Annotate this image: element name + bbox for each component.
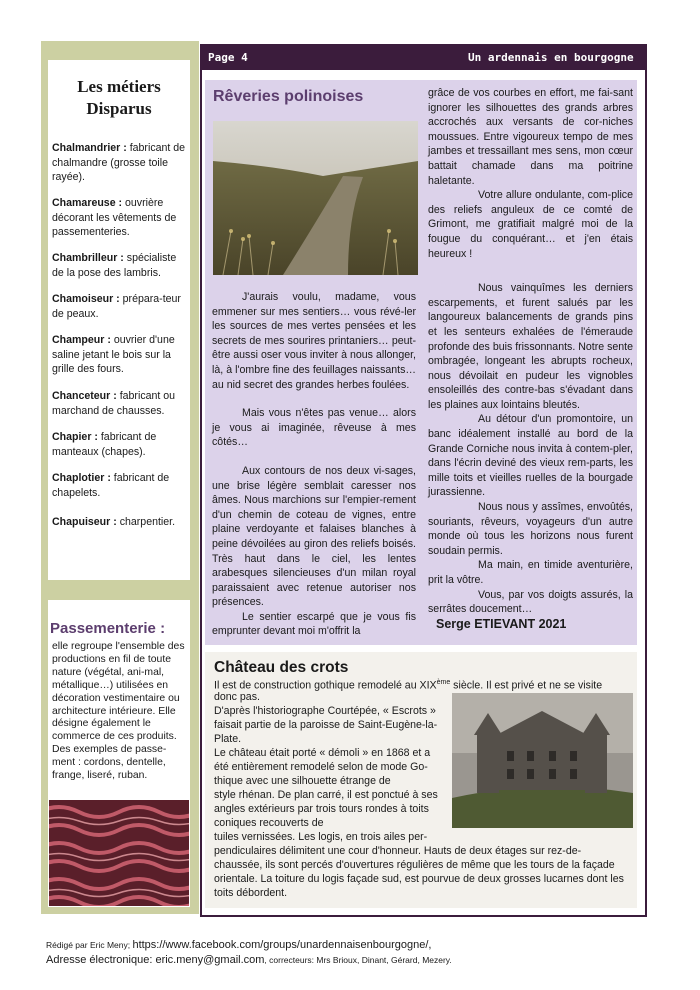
- metier-def: ouvrier d'une saline jetant le bois sur la grille des fours.: [52, 334, 175, 376]
- metier-def: ouvrière décorant les vêtements de passementeries.: [52, 197, 177, 239]
- paragraph: Mais vous n'êtes pas venue… alors je vous ai imaginée, rêveuse à mes côtés…: [212, 407, 416, 449]
- metiers-title: [48, 76, 190, 120]
- chateau-line: pendiculaires délimitent une cour d'honneur. Hauts de deux étages sur rez-de-: [214, 845, 582, 857]
- metier-item: [52, 333, 188, 377]
- chateau-line: angles extérieurs par trois tours rondes à toits: [214, 803, 429, 815]
- metier-def: prépara-teur de peaux.: [52, 293, 181, 320]
- paragraph: Nous nous y assîmes, envoûtés, souriants, rêveurs, voyageurs d'un autre monde où tous les horizons nous furent soudain permis.: [428, 501, 633, 557]
- paragraph: Le sentier escarpé que je vous fis emprunter devant moi m'offrit la: [212, 610, 416, 638]
- metier-term: Chaplotier :: [52, 472, 111, 484]
- metier-def: spécialiste de la pose des lambris.: [52, 252, 177, 279]
- metier-def: fabricant de chalmandre (grosse toile rayée).: [52, 142, 186, 184]
- metier-term: Chambrilleur :: [52, 252, 124, 264]
- metier-term: Chapier :: [52, 431, 98, 443]
- chateau-text: Il est de construction gothique remodelé au XIX: [214, 679, 437, 692]
- paragraph: Nous vainquîmes les derniers escarpements, et furent salués par les langoureux balancements de grands pins et les senteurs exhalées de l'émeraude profonde des buis frissonnants. Notre sente ombragée, longeant les abrupts rocheux, nous dévoilait en pudeur les vignobles ensoleillés des contre-bas s'évadant dans les plaines aux lointains bleutés.: [428, 282, 633, 411]
- paragraph: Votre allure ondulante, com-plice des reliefs anguleux de ce comté de Grimont, me gratifiait malgré moi de la fougue du conquérant… et j'en étais heureux !: [428, 189, 633, 260]
- chateau-line: thique avec une silhouette étrange de: [214, 775, 391, 787]
- chateau-text: siècle. Il est privé et ne se visite: [450, 679, 603, 692]
- superscript: ème: [436, 679, 451, 686]
- chateau-line: toits débordent.: [214, 887, 288, 899]
- metier-item: [52, 251, 188, 280]
- signature: Serge ETIEVANT 2021: [436, 617, 567, 631]
- footer: [46, 938, 686, 968]
- footer-correcteurs: , correcteurs: Mrs Brioux, Dinant, Gérard, Mezery.: [264, 955, 452, 965]
- chateau-line: [214, 676, 602, 693]
- chateau-line: D'après l'historiographe Courtépée, « Escrots »: [214, 705, 436, 717]
- metier-def: fabricant ou marchand de chausses.: [52, 390, 176, 417]
- path-photo: [213, 121, 418, 275]
- metier-term: Champeur :: [52, 334, 111, 346]
- paragraph: Au détour d'un promontoire, un banc idéalement installé au bord de la Grande Corniche nous invita à contem-pler, dans l'écrin deviné des vieux rem-parts, les mille toits et vieilles ruelles de la bourgade jurassienne.: [428, 413, 633, 499]
- metier-item: [52, 515, 188, 530]
- chateau-title: Château des crots: [214, 659, 349, 676]
- chateau-line: Le château était porté « démoli » en 1868 et a: [214, 747, 431, 759]
- metiers-title-line2: Disparus: [86, 99, 152, 118]
- metier-def: charpentier.: [116, 516, 176, 528]
- metier-term: Chalmandrier :: [52, 142, 127, 154]
- chateau-photo: [452, 693, 633, 828]
- paragraph: grâce de vos courbes en effort, me fai-sant ignorer les silhouettes des grands arbres accrochés aux versants de cor-niches moussues. Entre vigoureux tempo de mes jambes et tressaillant mes sens, mon cœur battait chamade dans ma poitrine haletante.: [428, 87, 633, 187]
- email-label: Adresse électronique:: [46, 954, 156, 966]
- metier-def: fabricant de chapelets.: [52, 472, 170, 499]
- metier-item: [52, 196, 188, 240]
- braid-image: [49, 800, 189, 906]
- paragraph: J'aurais voulu, madame, vous emmener sur mes sentiers… vous révé-ler les sources de mes vertes pensées et les secrets de mes sourires printaniers… peut-être aussi oser vous inviter à nous allonger, là, à l'ombre fine des feuillages naissants… au nid secret des grandes herbes foulées.: [212, 291, 416, 391]
- metier-def: fabricant de manteaux (chapes).: [52, 431, 157, 458]
- chateau-line: faisait partie de la paroisse de Saint-Eugène-la-: [214, 719, 438, 731]
- article-column-2: [428, 86, 633, 617]
- paragraph: Vous, par vos doigts assurés, la serrâtes doucement…: [428, 588, 633, 616]
- paragraph: Ma main, en timide aventurière, prit la vôtre.: [428, 559, 633, 586]
- chateau-line: coniques recouverts de: [214, 817, 324, 829]
- page-number: Page 4: [208, 51, 248, 64]
- publication-title: Un ardennais en bourgogne: [468, 51, 634, 64]
- chateau-line: donc pas.: [214, 691, 260, 703]
- metiers-title-line1: Les métiers: [77, 77, 161, 96]
- metier-term: Chamoiseur :: [52, 293, 120, 305]
- chateau-line: été entièrement remodelé selon de mode Go-: [214, 761, 428, 773]
- passementerie-text: elle regroupe l'ensemble des productions en fil de toute nature (végétal, ani-mal, métallique…) utilisées en décoration vestimentaire ou architecture intérieure. Elle désigne également le commerce de ces produits. Des exemples de passe-ment : cordons, dentelle, frange, liseré, ruban.: [52, 641, 185, 782]
- metier-term: Chanceteur :: [52, 390, 117, 402]
- chateau-line: Plate.: [214, 733, 242, 745]
- passementerie-title: Passementerie :: [50, 620, 166, 637]
- facebook-link[interactable]: https://www.facebook.com/groups/unardennaisenbourgogne/,: [132, 939, 432, 951]
- metier-item: [52, 471, 188, 500]
- metier-term: Chamareuse :: [52, 197, 123, 209]
- footer-author: Rédigé par Eric Meny;: [46, 940, 133, 950]
- chateau-line: style rhénan. De plan carré, il est ponctué à ses: [214, 789, 438, 801]
- metier-item: [52, 141, 188, 185]
- chateau-line: tuiles vernissées. Les logis, en trois ailes per-: [214, 831, 428, 843]
- email-link[interactable]: eric.meny@gmail.com: [155, 954, 265, 966]
- metier-term: Chapuiseur :: [52, 516, 117, 528]
- article-title: Rêveries polinoises: [213, 88, 364, 105]
- article-column-1: [212, 290, 416, 639]
- chateau-line: orientale. La toiture du logis façade sud, est pourvue de deux grosses lucarnes dont les: [214, 873, 624, 885]
- paragraph: Aux contours de nos deux vi-sages, une brise légère semblait caresser nos âmes. Nous marchions sur l'empier-rement d'un chemin de coteau de vignes, entre plaine verdoyante et falaises blanches à peine dévoilées au giron des reliefs boisés. Très haut dans le ciel, les lentes arabesques silencieuses d'un milan royal paraissaient avec retenue autoriser nos présences.: [212, 464, 416, 609]
- metier-item: [52, 292, 188, 321]
- chateau-line: chaussée, ils sont percés d'ouvertures régulières de même que les tours de la façade: [214, 859, 615, 871]
- metier-item: [52, 389, 188, 418]
- metier-item: [52, 430, 188, 459]
